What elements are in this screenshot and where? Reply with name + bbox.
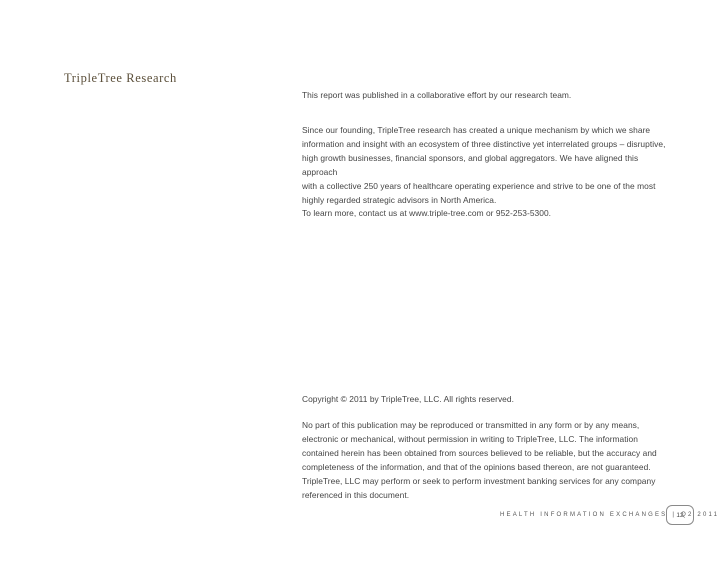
contact-paragraph <box>302 206 672 220</box>
about-line: high growth businesses, financial sponsors, and global aggregators. We have aligned this approach <box>302 153 639 177</box>
about-line: Since our founding, TripleTree research has created a unique mechanism by which we share <box>302 125 651 135</box>
contact-text: To learn more, contact us at www.triple-tree.com or 952-253-5300. <box>302 208 552 218</box>
disclaimer-line: completeness of the information, and that of the opinions based thereon, are not guaranteed. <box>302 462 651 472</box>
intro-paragraph <box>302 88 672 102</box>
section-title: TripleTree Research <box>64 71 177 85</box>
disclaimer-paragraph <box>302 418 672 502</box>
copyright-text: Copyright © 2011 by TripleTree, LLC. All rights reserved. <box>302 394 514 404</box>
about-line: with a collective 250 years of healthcare operating experience and strive to be one of the most <box>302 181 656 191</box>
intro-text: This report was published in a collaborative effort by our research team. <box>302 90 572 100</box>
about-paragraph <box>302 123 672 207</box>
footer-period: Q2 2011 <box>681 512 720 518</box>
disclaimer-line: TripleTree, LLC may perform or seek to perform investment banking services for any company <box>302 476 656 486</box>
about-line: highly regarded strategic advisors in North America. <box>302 195 497 205</box>
footer-separator: | <box>672 512 677 518</box>
page-number: 12 <box>676 511 684 519</box>
page-number-badge <box>666 505 694 525</box>
disclaimer-line: contained herein has been obtained from sources believed to be reliable, but the accuracy and <box>302 448 657 458</box>
disclaimer-line: No part of this publication may be reproduced or transmitted in any form or by any means, <box>302 420 640 430</box>
footer-report-name: HEALTH INFORMATION EXCHANGES <box>500 512 668 518</box>
about-line: information and insight with an ecosystem of three distinctive yet interrelated groups – disruptive, <box>302 139 666 149</box>
disclaimer-line: referenced in this document. <box>302 490 410 500</box>
copyright-paragraph <box>302 392 672 406</box>
disclaimer-line: electronic or mechanical, without permission in writing to TripleTree, LLC. The information <box>302 434 638 444</box>
